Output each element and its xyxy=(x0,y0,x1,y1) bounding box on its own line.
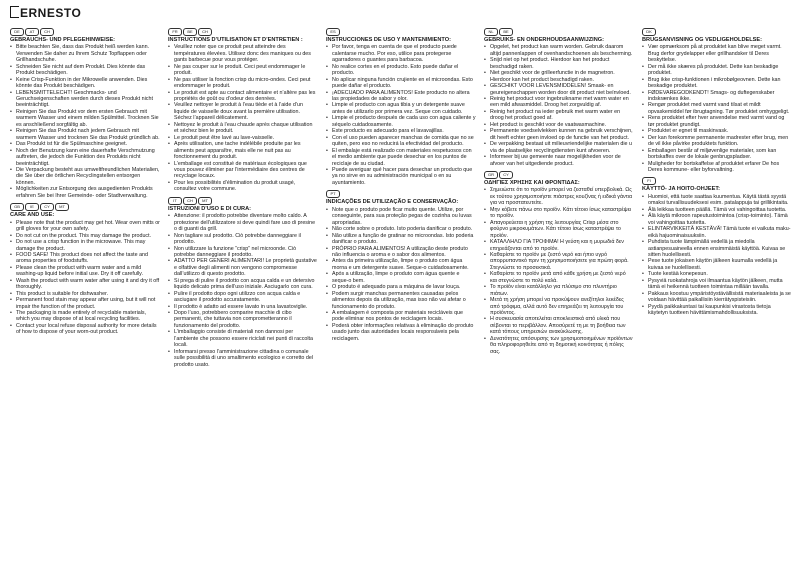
instruction-list: • Please note that the product may get hot. Wear oven mitts or grill gloves for your own safety. • Do not cut on the product. This may damage the product. • Do not use a crisp function in the microwave. This may damage the product. • FOOD SAFE! This product does not affect the taste and aroma properties of foodstuffs. • Please clean the product with warm water and a mild washing-up liquid before initial use. Dry it off carefully. • Wash the product with warm water after using it and dry it off thoroughly. • This product is suitable for dishwasher. • Permanent food stain may appear after using, but it will not impair the function of the product. • The packaging is made entirely of recyclable materials, which you may dispose of at local recycling facilities. • Contact your local refuse disposal authority for more details of how to dispose of your worn-out product. xyxy=(10,220,160,336)
section-fi xyxy=(642,177,792,316)
instruction-list: • Veuillez noter que ce produit peut atteindre des températures élevées. Utilisez donc des maniques ou des gants barbecue pour vous protéger. • Ne pas couper sur le produit. Ceci peut endommager le produit. • Ne pas utiliser la fonction crisp du micro-ondes. Ceci peut endommager le produit. • Le produit est apte au contact alimentaire et n’altère pas les propriétés de goût ou d’odeur des denrées. • Veuillez nettoyer le produit à l’eau tiède et à l’aide d’un liquide de vaisselle doux avant la première utilisation. Séchez l’appareil délicatement. • Nettoyez le produit à l’eau chaude après chaque utilisation et séchez bien le produit. • Le produit peut être lavé au lave-vaisselle. • Après utilisation, une tache indélébile produite par les aliments peut apparaître, mais elle ne nuit pas au fonctionnement du produit. • L’emballage est constitué de matériaux écologiques que vous pouvez éliminer par l’intermédiaire des centres de recyclage locaux. • Pour les possibilités d’élimination du produit usagé, consultez votre commune. xyxy=(168,44,318,192)
language-badges: ES xyxy=(326,28,476,36)
column-5 xyxy=(642,28,792,320)
column-4 xyxy=(484,28,634,359)
language-badges: PT xyxy=(326,190,476,198)
language-badges: DK xyxy=(642,28,792,36)
language-badges: NL BE xyxy=(484,28,634,36)
section-gr xyxy=(484,171,634,355)
section-title: ISTRUZIONI D’USO E DI CURA: xyxy=(168,205,251,212)
section-title: CARE AND USE: xyxy=(10,212,55,219)
instruction-list: • Attenzione: il prodotto potrebbe diventare molto caldo. A protezione dell’utilizzatore si deve quindi fare uso di presine o di guanti da grill. • Non tagliare sul prodotto. Ciò potrebbe danneggiare il prodotto. • Non utilizzare la funzione “crisp” nel microonde. Ciò potrebbe danneggiare il prodotto. • ADATTO PER GENERI ALIMENTARI! Le proprietà gustative e olfattive degli alimenti non vengono compromesse dall’utilizzo di questo prodotto. • Si prega di pulire il prodotto con acqua calda e un detersivo liquido delicato prima dell’uso iniziale. Asciugarlo con cura. • Pulire il prodotto dopo ogni utilizzo con acqua calda e asciugare il prodotto accuratamente. • Il prodotto è adatto ad essere lavato in una lavastoviglie. • Dopo l’uso, potrebbero comparire macchie di cibo permanenti, che tuttavia non comprometteranno il funzionamento del prodotto. • L’imballaggio consiste di materiali non dannosi per l’ambiente che possono essere riciclati nei punti di raccolta locali. • Informarsi presso l’amministrazione cittadina o comunale sulle possibilità di uno smaltimento ecologico e corretto del prodotto usato. xyxy=(168,213,318,368)
instruction-list: • Bitte beachten Sie, dass das Produkt heiß werden kann. Verwenden Sie daher zu Ihrem Schutz Topflappen oder Grillhandschuhe. • Schneiden Sie nicht auf dem Produkt. Dies könnte das Produkt beschädigen. • Keine Crisp-Funktion in der Mikrowelle anwenden. Dies könnte das Produkt beschädigen. • LEBENSMITTELECHT! Geschmacks- und Geruchseigenschaften werden durch dieses Produkt nicht beeinträchtigt. • Reinigen Sie das Produkt vor dem ersten Gebrauch mit warmem Wasser und einem milden Spülmittel. Trocknen Sie es anschließend sorgfältig ab. • Reinigen Sie das Produkt nach jedem Gebrauch mit warmem Wasser und trocknen Sie das Produkt gründlich ab. • Das Produkt ist für die Spülmaschine geeignet. • Noch der Benutzung kann eine dauerhafte Verschmutzung auftreten, die jedoch die Funktion des Produkts nicht beeinträchtigt. • Die Verpackung besteht aus umweltfreundlichen Materialien, die Sie über die örtlichen Recyclingstellen entsorgen können. • Möglichkeiten zur Entsorgung des ausgedienten Produkts erfahren Sie bei Ihrer Gemeinde- oder Stadtverwaltung. xyxy=(10,44,160,199)
section-pt xyxy=(326,190,476,342)
instruction-list: • Note que o produto pode ficar muito quente. Utilize, por conseguinte, para sua proteção pegas de cozinha ou luvas apropriadas. • Não corte sobre o produto. Isto poderia danificar o produto. • Não utilize a função de gratinar no microondas. Isto poderia danificar o produto. • PRÓPRIO PARA ALIMENTOS! A utilização deste produto não influencia o aroma e o sabor dos alimentos. • Antes da primeira utilização, limpe o produto com água morna e um detergente suave. Seque-o cuidadosamente. • Após a utilização, limpe o produto com água quente e seque-o bem. • O produto é adequado para a máquina de lavar louça. • Podem surgir manchas permanentes causadas pelos alimentos depois da utilização, mas isso não vai afetar o funcionamento do produto. • A embalagem é composta por materiais recicláveis que pode eliminar nos pontos de reciclagem locais. • Poderá obter informações relativas à eliminação do produto usado junto das autoridades locais responsáveis pela reciclagem. xyxy=(326,207,476,343)
language-badges: IT CH MT xyxy=(168,197,318,205)
language-badges: FI xyxy=(642,177,792,185)
instruction-list: • Opgelet, het product kan warm worden. Gebruik daarom altijd pannenlappen of ovenhandschoenen als bescherming. • Snijd niet op het product. Hierdoor kan het product beschadigd raken. • Niet geschikt voor de grilleerfunctie in de magnetron. Hierdoor kan het product beschadigd raken. • GESCHIKT VOOR LEVENSMIDDELEN! Smaak- en geureigenschappen worden door dit product niet beïnvloed. • Reinig het product voor ingebruikname met warm water en een mild afwasmiddel. Droog het zorgvuldig af. • Reinig het product na ieder gebruik met warm water en droog het product goed af. • Het product is geschikt voor de vaatwasmachine. • Permanente voedselvlekken kunnen na gebruik verschijnen, dit heeft echter geen invloed op de functie van het product. • De verpakking bestaat uit milieuvriendelijke materialen die u via de plaatselijke recyclingdiensten kunt afvoeren. • Informeer bij uw gemeente naar mogelijkheden voor de afvoer van het uitgediende product. xyxy=(484,44,634,167)
instruction-list: • Vær opmærksom på at produktet kan blive meget varmt. Brug derfor grydelapper eller grillhandsker til Deres beskyttelse. • Der må ikke skæres på produktet. Dette kan beskadige produktet. • Brug ikke crisp-funktionen i mikrobølgeovnen. Dette kan beskadige produktet. • FØDEVAREGODKENDT! Smags- og duftegenskaber indskrænkes ikke. • Rengør produktet med varmt vand tilsat et mildt opvaskemiddel før ibrugtagning. Tør produktet omhyggeligt. • Rens produktet efter hver anvendelse med varmt vand og tør produktet grundigt. • Produktet er egnet til maskinvask. • Der kan forekomme permanente madrester efter brug, men de vil ikke påvirke produktets funktion. • Emballagen består af miljøvenlige materialer, som kan bortskaffes over de lokale genbrugspladser. • Muligheder for bortskaffelse af produktet erfarer De hos Deres kommune- eller byforvaltning. xyxy=(642,44,792,173)
section-fr xyxy=(168,28,318,193)
language-badges: GR CY xyxy=(484,171,634,179)
section-title: GEBRUIKS- EN ONDERHOUDSAANWIJZING: xyxy=(484,37,604,43)
section-title: INSTRUCTIONS D’UTILISATION ET D’ENTRETIEN : xyxy=(168,37,303,43)
language-badges: GB IE CY MT xyxy=(10,203,160,211)
instruction-list: • Huomioi, että tuote saattaa kuumentua. Käytä tästä syystä omaksi turvallisuudeksesi esim. patalappuja tai grillikintaita. • Älä leikkaa tuotteen päällä. Tämä voi vahingoittaa tuotetta. • Älä käytä mikroon rapeutustoimintoa (crisp-toiminto). Tämä voi vahingoittaa tuotetta. • ELINTARVIKKEITÄ KESTÄVÄ! Tämä tuote ei vaikuta maku- eikä hajuominaisuuksiin. • Puhdista tuote lämpimällä vedellä ja miedolla astianpesuaineella ennen ensimmäistä käyttöä. Kuivaa se sitten huolellisesti. • Pese tuote jokaisen käytön jälkeen kuumalla vedellä ja kuivaa se huolellisesti. • Tuote kestää konepesun. • Pysyviä ruokatahroja voi ilmaantua käytön jälkeen, mutta tämä ei heikennä tuotteen toimintaa millään tavalla. • Pakkaus koostuu ympäristöystävällisistä materiaaleista ja se voidaan hävittää paikallisiin kierrätyspisteisiin. • Pyydä paikkakuntasi tai kaupunkisi virastosta tietoja käytetyn tuotteen hävittämismahdollisuuksista. xyxy=(642,194,792,317)
language-badges: DE AT CH xyxy=(10,28,160,36)
section-dk xyxy=(642,28,792,173)
section-title: BRUGSANVISNING OG VEDLIGEHOLDELSE: xyxy=(642,37,762,43)
brand-logo: ERNESTO xyxy=(10,6,81,20)
instruction-list: • Σημειώστε ότι το προϊόν μπορεί να ζεσταθεί υπερβολικά. Ως εκ τούτου χρησιμοποιήστε πιάστρες κουζίνας ή ειδικά γάντια για να προστατευτείτε. • Μην κόβετε πάνω στο προϊόν. Κάτι τέτοιο ίσως καταστρέψει το προϊόν. • Απαγορεύεται η χρήση της λειτουργίας Crisp μέσα στο φούρνο μικροκυμάτων. Κάτι τέτοιο ίσως καταστρέψει το προϊόν. • ΚΑΤΑΛΛΗΛΟ ΓΙΑ ΤΡΟΦΙΜΑ! Η γεύση και η μυρωδιά δεν επηρεάζονται από το προϊόν. • Καθαρίστε το προϊόν με ζεστό νερό και ήπιο υγρό απορρυπαντικό πριν τη χρησιμοποιήσετε για πρώτη φορά. Στεγνώστε το προσεκτικά. • Καθαρίστε το προϊόν μετά από κάθε χρήση με ζεστό νερό και στεγνώστε το πολύ καλά. • Το προϊόν είναι κατάλληλο για πλύσιμο στο πλυντήριο πιάτων. • Μετά τη χρήση μπορεί να προκύψουν ανεξίτηλοι λεκέδες από τρόφιμα, αλλά αυτό δεν επηρεάζει τη λειτουργία του προϊόντος. • Η συσκευασία αποτελείται αποκλειστικά από υλικά που σέβονται το περιβάλλον. Αποσύρετέ τη με τη βοήθεια των κατά τόπους υπηρεσιών ανακύκλωσης. • Δυνατότητες απόσυρσης των χρησιμοποιημένων προϊόντων θα πληροφορηθείτε από τη δημοτική κοινότητας ή πόλης σας. xyxy=(484,187,634,355)
instruction-list: • Por favor, tenga en cuenta de que el producto puede calentarse mucho. Por eso, utilice para protegerse agarradores o guantes para barbacoa. • No realice cortes en el producto. Esto puede dañar el producto. • No aplicar ninguna función crujiente en el microondas. Esto puede dañar el producto. • ¡ADECUADO PARA ALIMENTOS! Este producto no altera las propiedades de sabor y olor. • Limpie el producto con agua tibia y un detergente suave antes de utilizarlo por primera vez. Seque con cuidado. • Limpie el producto después de cada uso con agua caliente y séquelo cuidadosamente. • Este producto es adecuado para el lavavajillas. • Con el uso pueden aparecer manchas de comida que no se quiten, pero eso no reducirá la efectividad del producto. • El embalaje está realizado con materiales respetuosos con el medio ambiente que puede desechar en los puntos de reciclaje de su ciudad. • Puede averiguar qué hacer para desechar un producto que ya no sirve en su administración municipal o en su ayuntamiento. xyxy=(326,44,476,186)
section-es xyxy=(326,28,476,186)
section-title: GEBRAUCHS- UND PFLEGEHINWEISE: xyxy=(10,37,116,43)
section-it xyxy=(168,197,318,368)
section-gb xyxy=(10,203,160,336)
section-de xyxy=(10,28,160,199)
section-title: INSTRUCCIONES DE USO Y MANTENIMIENTO: xyxy=(326,37,451,43)
column-2 xyxy=(168,28,318,372)
section-title: ΟΔΗΓΙΕΣ ΧΡΗΣΗΣ ΚΑΙ ΦΡΟΝΤΙΔΑΣ: xyxy=(484,180,580,187)
language-badges: FR BE CH xyxy=(168,28,318,36)
section-nl xyxy=(484,28,634,167)
logo-mark-icon xyxy=(10,6,19,18)
section-title: INDICAÇÕES DE UTILIZAÇÃO E CONSERVAÇÃO: xyxy=(326,199,459,206)
column-3 xyxy=(326,28,476,346)
section-title: KÄYTTÖ- JA HOITO-OHJEET: xyxy=(642,186,721,193)
column-1 xyxy=(10,28,160,340)
